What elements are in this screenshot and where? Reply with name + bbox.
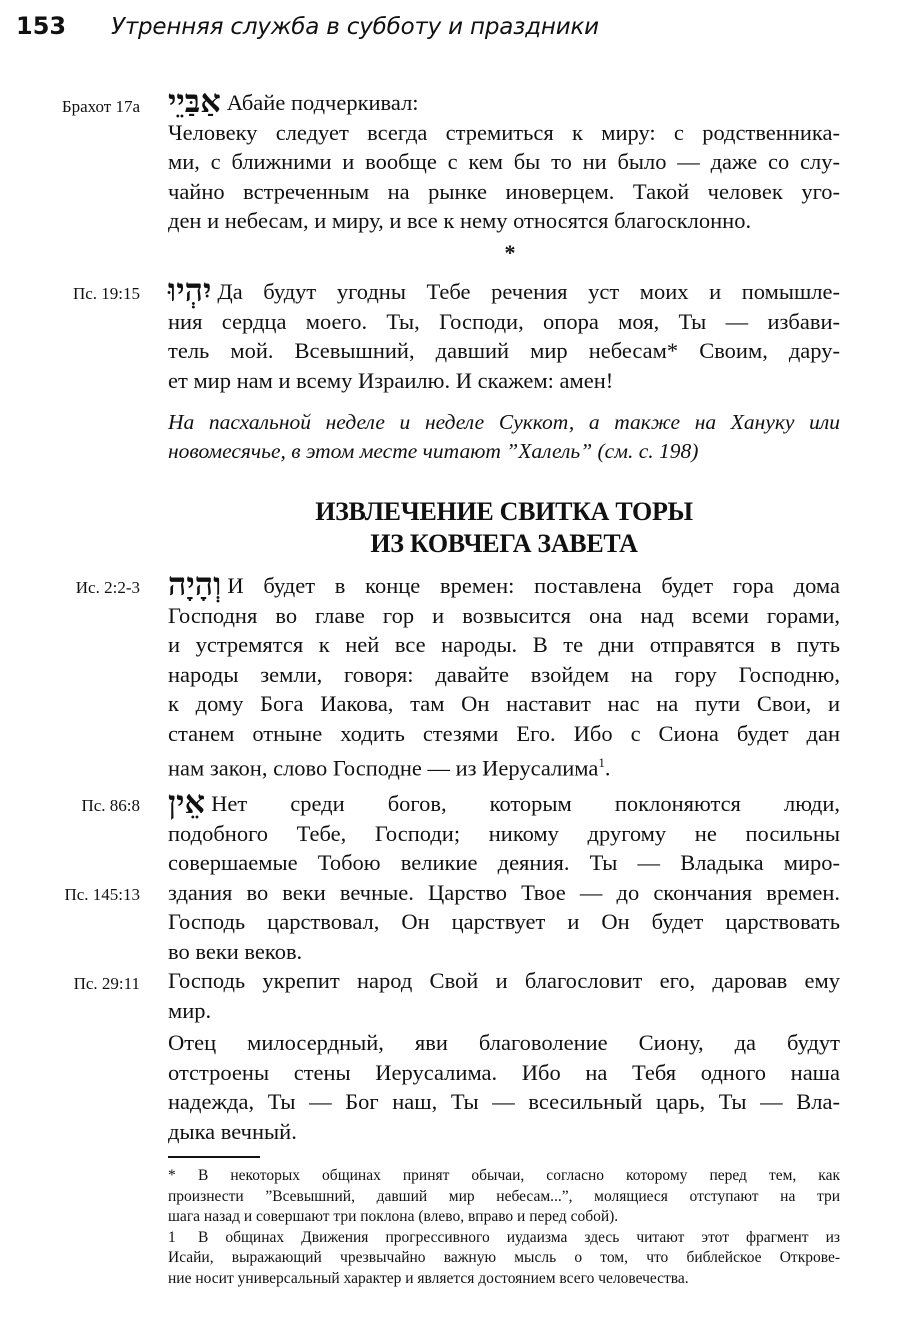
hebrew-initial-word: וְהָיָה bbox=[168, 565, 222, 603]
rubric-note: На пасхальной неделе и неделе Суккот, а также на Хануку или новомесячье, в этом месте читают ”Халель” (см. с. 198) bbox=[168, 410, 840, 463]
hebrew-initial-word: אַבַּיֵי bbox=[168, 82, 221, 120]
footnote-star: * В некоторых общинах принят обычаи, согласно которому перед тем, как произнести ”Всевышний, давший мир небесам...”, молящиеся отступают на три шага назад и совершают три поклона (влево, вправо и перед собой). bbox=[168, 1167, 840, 1225]
source-ref-isaiah: Ис. 2:2-3 bbox=[75, 578, 140, 597]
page-header bbox=[16, 12, 599, 40]
footnote-1: 1 В общинах Движения прогрессивного иудаизма здесь читают этот фрагмент из Исайи, выражающий чрезвычайно важную мысль о том, что библейское Открове- ние носит универсальный характер и является достоянием всего человечества. bbox=[168, 1228, 840, 1287]
footnote-mark: 1 bbox=[168, 1228, 176, 1246]
hebrew-initial-word: אֵין bbox=[168, 783, 206, 821]
hebrew-initial-word: יִהְיוּ bbox=[168, 271, 212, 309]
section-separator: * bbox=[504, 240, 516, 265]
footnotes bbox=[168, 1166, 840, 1289]
paragraph-abaye: אַבַּיֵי Абайе подчеркивал: Человеку следует всегда стремиться к миру: с родственника- ми, с ближними и вообще с кем бы то ни было — даже со слу- чайно встреченным на рынке иноверцем. Такой человек уго- ден и небесам, и миру, и все к нему относятся благосклонно. bbox=[168, 82, 840, 233]
footnote-divider bbox=[168, 1156, 260, 1158]
footnote-marker: 1 bbox=[598, 755, 605, 770]
source-ref-ps-19: Пс. 19:15 bbox=[72, 284, 140, 303]
page-number: 153 bbox=[16, 12, 67, 40]
source-ref-ps-86: Пс. 86:8 bbox=[81, 796, 140, 815]
section-title: ИЗВЛЕЧЕНИЕ СВИТКА ТОРЫ ИЗ КОВЧЕГА ЗАВЕТА bbox=[315, 497, 693, 558]
paragraph-ein: אֵין Нет среди богов, которым поклоняются люди, подобного Тебе, Господи; никому другому не посильны совершаемые Тобою великие деяния. Ты — Владыка миро- здания во веки вечные. Царство Твое — до скончания времен. Господь царствовал, Он царствует и Он будет царствовать во веки веков. bbox=[168, 783, 840, 964]
running-title: Утренняя служба в субботу и праздники bbox=[111, 14, 599, 40]
paragraph-yihyu: יִהְיוּ Да будут угодны Тебе речения уст моих и помышле- ния сердца моего. Ты, Господи, опора моя, Ты — избави- тель мой. Всевышний, давший мир небесам* Своим, дару- ет мир нам и всему Израилю. И скажем: амен! bbox=[168, 271, 840, 393]
source-ref-ps-29: Пс. 29:11 bbox=[73, 974, 140, 993]
paragraph-adonai: Господь укрепит народ Свой и благословит его, даровав ему мир. bbox=[168, 968, 840, 1023]
footnote-mark: * bbox=[168, 1167, 176, 1184]
source-ref-brachot: Брахот 17а bbox=[61, 97, 140, 116]
source-ref-ps-145: Пс. 145:13 bbox=[64, 885, 140, 904]
paragraph-vehaya: וְהָיָה И будет в конце времен: поставлена будет гора дома Господня во главе гор и возвысится она над всеми горами, и устремятся к ней все народы. В те дни отправятся в путь народы земли, говоря: давайте взойдем на гору Господню, к дому Бога Иакова, там Он наставит нас на пути Свои, и станем отныне ходить стезями Его. Ибо с Сиона будет дан нам закон, слово Господне — из Иерусалима$^1$. bbox=[168, 565, 840, 781]
paragraph-av-harachamim: Отец милосердный, яви благоволение Сиону, да будут отстроены стены Иерусалима. Ибо на Тебя одного наша надежда, Ты — Бог наш, Ты — всесильный царь, Ты — Вла- дыка вечный. bbox=[168, 1030, 840, 1144]
